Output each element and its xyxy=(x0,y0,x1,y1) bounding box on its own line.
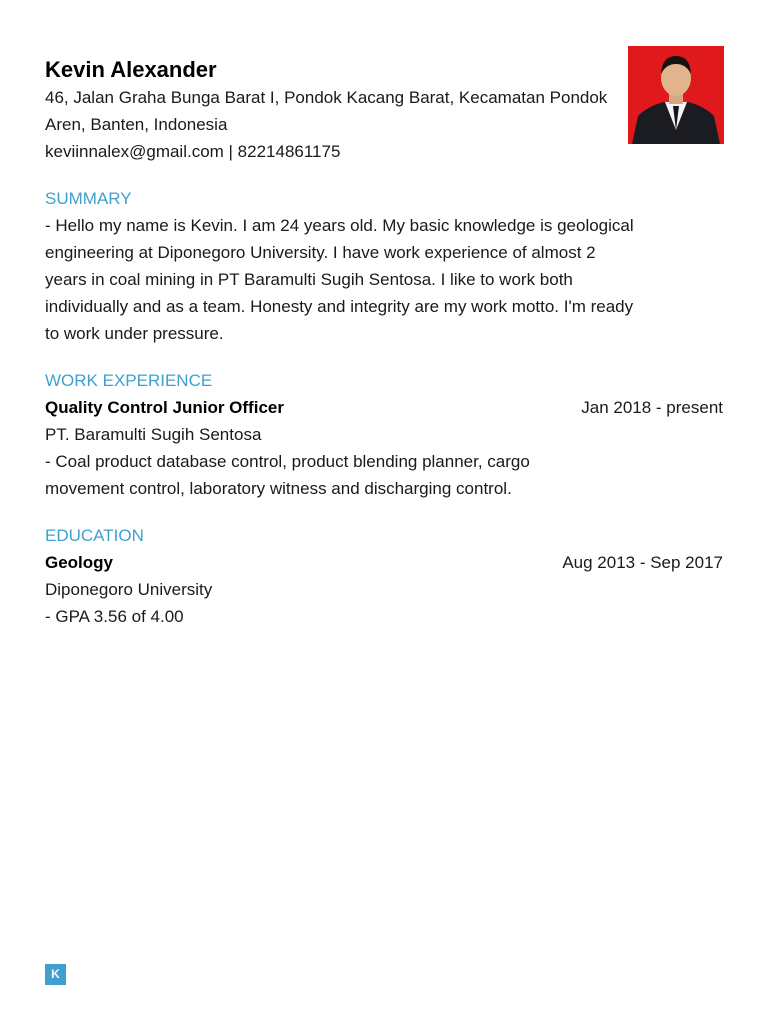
education-heading: EDUCATION xyxy=(45,526,144,545)
education-item xyxy=(45,549,723,630)
k-logo-icon: K xyxy=(45,964,66,985)
education-dates: Aug 2013 - Sep 2017 xyxy=(562,553,723,572)
work-experience-item xyxy=(45,394,723,502)
job-dates: Jan 2018 - present xyxy=(581,398,723,417)
degree-name: Geology xyxy=(45,553,114,572)
gpa-detail: - GPA 3.56 of 4.00 xyxy=(45,607,184,626)
school-name: Diponegoro University xyxy=(45,580,213,599)
company-name: PT. Baramulti Sugih Sentosa xyxy=(45,425,262,444)
job-description: - Coal product database control, product blending planner, cargo movement control, laboratory witness and discharging control. xyxy=(45,452,530,498)
work-experience-heading: WORK EXPERIENCE xyxy=(45,371,213,390)
candidate-name: Kevin Alexander xyxy=(45,57,217,82)
candidate-contact: keviinnalex@gmail.com | 82214861175 xyxy=(45,142,341,161)
summary-text: - Hello my name is Kevin. I am 24 years old. My basic knowledge is geological engineering at Diponegoro University. I have work experience of almost 2 years in coal mining in PT Baramulti Sugih Sentosa. I like to work both individually and as a team. Honesty and integrity are my work motto. I'm ready to work under pressure. xyxy=(45,216,634,343)
summary-heading: SUMMARY xyxy=(45,189,132,208)
candidate-address: 46, Jalan Graha Bunga Barat I, Pondok Kacang Barat, Kecamatan Pondok Aren, Banten, Indonesia xyxy=(45,88,608,134)
resume-document xyxy=(45,56,723,630)
job-title: Quality Control Junior Officer xyxy=(45,398,284,417)
